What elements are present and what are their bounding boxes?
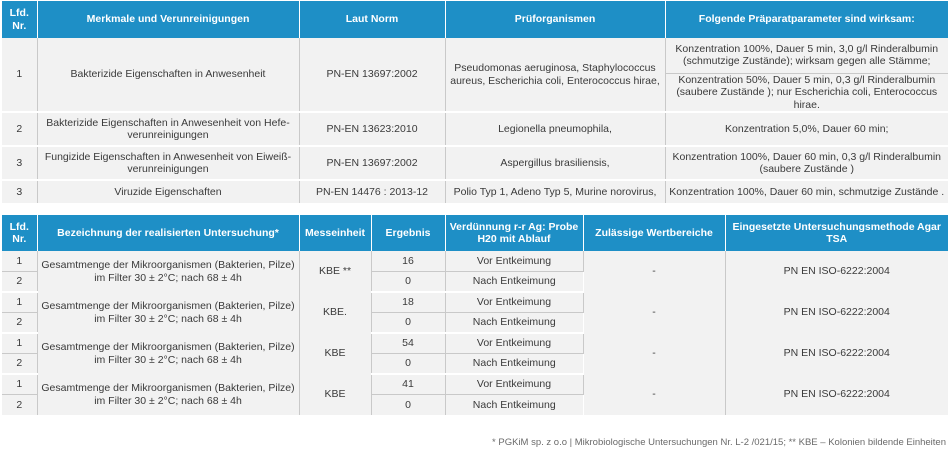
row-einheit: KBE — [299, 333, 371, 374]
row-ergebnis: 54 — [371, 333, 445, 354]
row-norm: PN-EN 13697:2002 — [299, 146, 445, 180]
table-row — [2, 251, 948, 272]
row-verduennung: Vor Entkeimung — [445, 333, 583, 354]
table-row — [2, 374, 948, 395]
row-number: 1 — [2, 333, 37, 354]
table-row — [2, 38, 948, 73]
row-merkmal: Bakterizide Eigenschaften in Anwesenheit — [37, 38, 299, 112]
row-ergebnis: 0 — [371, 395, 445, 416]
row-verduennung: Nach Entkeimung — [445, 395, 583, 416]
row-wertbereich: - — [583, 292, 725, 333]
row-parameter: Konzentration 100%, Dauer 5 min, 3,0 g/l Rinderalbumin (schmutzige Zustände); wirksam gegen alle Stämme; — [665, 38, 948, 73]
row-ergebnis: 16 — [371, 251, 445, 272]
row-einheit: KBE ** — [299, 251, 371, 292]
row-parameter: Konzentration 100%, Dauer 60 min, schmutzige Zustände . — [665, 180, 948, 203]
table-row — [2, 292, 948, 313]
row-organismen: Legionella pneumophila, — [445, 112, 665, 146]
row-parameter: Konzentration 100%, Dauer 60 min, 0,3 g/l Rinderalbumin (saubere Zustände ) — [665, 146, 948, 180]
row-bezeichnung: Gesamtmenge der Mikroorganismen (Bakterien, Pilze) im Filter 30 ± 2°C; nach 68 ± 4h — [37, 251, 299, 292]
row-wertbereich: - — [583, 374, 725, 415]
row-bezeichnung: Gesamtmenge der Mikroorganismen (Bakterien, Pilze) im Filter 30 ± 2°C; nach 68 ± 4h — [37, 374, 299, 415]
row-verduennung: Vor Entkeimung — [445, 251, 583, 272]
row-verduennung: Vor Entkeimung — [445, 292, 583, 313]
row-ergebnis: 0 — [371, 313, 445, 334]
row-methode: PN EN ISO-6222:2004 — [725, 374, 948, 415]
row-norm: PN-EN 13697:2002 — [299, 38, 445, 112]
header-lfd-nr: Lfd. Nr. — [2, 215, 37, 251]
row-merkmal: Bakterizide Eigenschaften in Anwesenheit von Hefe-verunreinigungen — [37, 112, 299, 146]
table-header-row — [2, 215, 948, 251]
footnote: * PGKiM sp. z o.o | Mikrobiologische Untersuchungen Nr. L-2 /021/15; ** KBE – Kolonien bildende Einheiten — [492, 437, 946, 448]
row-ergebnis: 0 — [371, 354, 445, 375]
table-row — [2, 146, 948, 180]
row-methode: PN EN ISO-6222:2004 — [725, 333, 948, 374]
row-parameter: Konzentration 50%, Dauer 5 min, 0,3 g/l Rinderalbumin (saubere Zustände ); nur Escherichia coli, Enterococcus hirae. — [665, 73, 948, 112]
row-methode: PN EN ISO-6222:2004 — [725, 251, 948, 292]
row-number: 2 — [2, 313, 37, 334]
row-verduennung: Nach Entkeimung — [445, 313, 583, 334]
row-number: 1 — [2, 38, 37, 112]
header-parameter: Folgende Präparatparameter sind wirksam: — [665, 1, 948, 38]
row-wertbereich: - — [583, 333, 725, 374]
row-einheit: KBE. — [299, 292, 371, 333]
row-verduennung: Nach Entkeimung — [445, 272, 583, 293]
row-organismen: Pseudomonas aeruginosa, Staphylococcus aureus, Escherichia coli, Enterococcus hirae, — [445, 38, 665, 112]
row-number: 2 — [2, 354, 37, 375]
row-merkmal: Fungizide Eigenschaften in Anwesenheit von Eiweiß-verunreinigungen — [37, 146, 299, 180]
row-number: 1 — [2, 374, 37, 395]
row-number: 3 — [2, 146, 37, 180]
table-row — [2, 180, 948, 203]
microbiology-results-table — [2, 215, 948, 415]
table-row — [2, 333, 948, 354]
row-bezeichnung: Gesamtmenge der Mikroorganismen (Bakterien, Pilze) im Filter 30 ± 2°C; nach 68 ± 4h — [37, 292, 299, 333]
header-prueforganismen: Prüforganismen — [445, 1, 665, 38]
row-number: 2 — [2, 112, 37, 146]
row-number: 2 — [2, 272, 37, 293]
row-norm: PN-EN 13623:2010 — [299, 112, 445, 146]
row-wertbereich: - — [583, 251, 725, 292]
row-organismen: Aspergillus brasiliensis, — [445, 146, 665, 180]
header-wertbereiche: Zulässige Wertbereiche — [583, 215, 725, 251]
row-number: 2 — [2, 395, 37, 416]
row-bezeichnung: Gesamtmenge der Mikroorganismen (Bakterien, Pilze) im Filter 30 ± 2°C; nach 68 ± 4h — [37, 333, 299, 374]
table-row — [2, 112, 948, 146]
row-ergebnis: 18 — [371, 292, 445, 313]
header-lfd-nr: Lfd. Nr. — [2, 1, 37, 38]
header-messeinheit: Messeinheit — [299, 215, 371, 251]
row-ergebnis: 0 — [371, 272, 445, 293]
row-merkmal: Viruzide Eigenschaften — [37, 180, 299, 203]
row-parameter: Konzentration 5,0%, Dauer 60 min; — [665, 112, 948, 146]
row-number: 1 — [2, 251, 37, 272]
header-methode: Eingesetzte Untersuchungsmethode Agar TSA — [725, 215, 948, 251]
row-verduennung: Nach Entkeimung — [445, 354, 583, 375]
row-einheit: KBE — [299, 374, 371, 415]
header-laut-norm: Laut Norm — [299, 1, 445, 38]
header-merkmale: Merkmale und Verunreinigungen — [37, 1, 299, 38]
row-norm: PN-EN 14476 : 2013-12 — [299, 180, 445, 203]
row-verduennung: Vor Entkeimung — [445, 374, 583, 395]
header-verduennung: Verdünnung r-r Ag: Probe H20 mit Ablauf — [445, 215, 583, 251]
row-methode: PN EN ISO-6222:2004 — [725, 292, 948, 333]
header-bezeichnung: Bezeichnung der realisierten Untersuchung* — [37, 215, 299, 251]
table-header-row — [2, 1, 948, 38]
row-organismen: Polio Typ 1, Adeno Typ 5, Murine norovirus, — [445, 180, 665, 203]
header-ergebnis: Ergebnis — [371, 215, 445, 251]
row-number: 3 — [2, 180, 37, 203]
row-number: 1 — [2, 292, 37, 313]
efficacy-table — [2, 1, 948, 203]
row-ergebnis: 41 — [371, 374, 445, 395]
